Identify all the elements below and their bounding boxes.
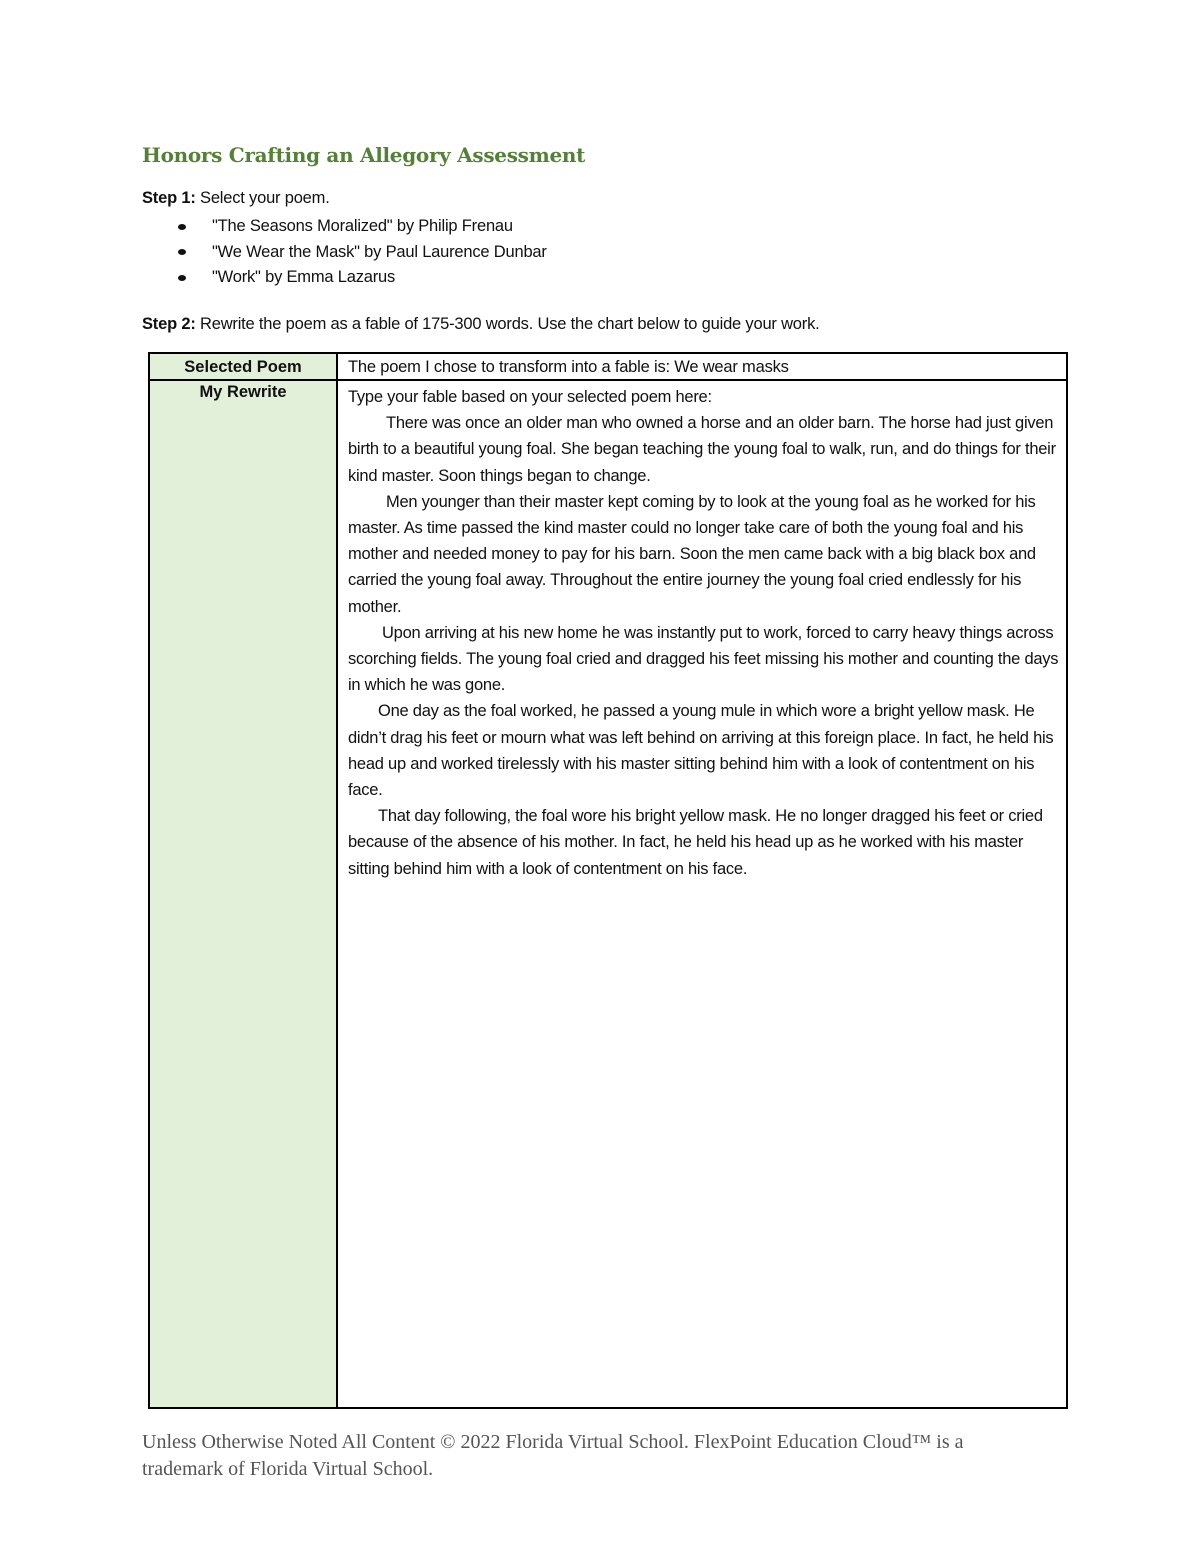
fable-paragraph-3: Upon arriving at his new home he was instantly put to work, forced to carry heavy things across scorching fields. The young foal cried and dragged his feet missing his mother and counting the days in which he was gone.: [348, 623, 1059, 695]
step-1-instruction: [142, 189, 330, 208]
column-divider: [336, 354, 338, 1407]
bullet-icon: [178, 224, 186, 230]
page-title: Honors Crafting an Allegory Assessment: [142, 143, 586, 167]
step-2-label: Step 2:: [142, 315, 196, 333]
poem-option-2: "We Wear the Mask" by Paul Laurence Dunbar: [212, 242, 547, 261]
fable-paragraph-4: One day as the foal worked, he passed a young mule in which wore a bright yellow mask. He didn’t drag his feet or mourn what was left behind on arriving at this foreign place. In fact, he held his head up and worked tirelessly with his master sitting behind him with a look of contentment on his face.: [348, 702, 1054, 800]
poem-options-list: [176, 214, 547, 291]
step-1-label: Step 1:: [142, 189, 196, 207]
fable-paragraph-1: There was once an older man who owned a horse and an older barn. The horse had just given birth to a beautiful young foal. She began teaching the young foal to walk, run, and do things for their kind master. Soon things began to change.: [348, 414, 1056, 485]
poem-option-3: "Work" by Emma Lazarus: [212, 268, 396, 286]
step-2-text: Rewrite the poem as a fable of 175-300 words. Use the chart below to guide your work.: [195, 315, 820, 333]
rewrite-text-area[interactable]: [348, 384, 1060, 882]
fable-paragraph-2: Men younger than their master kept coming by to look at the young foal as he worked for his master. As time passed the kind master could no longer take care of both the young foal and his mother and needed money to pay for his barn. Soon the men came back with a big black box and carried the young foal away. Throughout the entire journey the young foal cried endlessly for his mother.: [348, 492, 1036, 616]
bullet-icon: [178, 249, 186, 255]
fable-chart-table: [148, 352, 1068, 1409]
list-item: [176, 265, 547, 291]
selected-poem-label: Selected Poem: [150, 354, 336, 381]
poem-option-1: "The Seasons Moralized" by Philip Frenau: [212, 217, 513, 235]
bullet-icon: [178, 275, 186, 281]
rewrite-prompt: Type your fable based on your selected poem here:: [348, 388, 712, 406]
my-rewrite-label: My Rewrite: [150, 381, 336, 1407]
fable-paragraph-5: That day following, the foal wore his bright yellow mask. He no longer dragged his feet or cried because of the absence of his mother. In fact, he held his head up as he worked with his master sitting behind him with a look of contentment on his face.: [348, 807, 1043, 878]
step-1-text: Select your poem.: [195, 189, 330, 207]
list-item: [176, 240, 547, 266]
selected-poem-value[interactable]: The poem I chose to transform into a fable is: We wear masks: [348, 358, 789, 376]
copyright-footer: Unless Otherwise Noted All Content © 2022 Florida Virtual School. FlexPoint Education Cloud™ is a trademark of Florida Virtual School.: [142, 1431, 964, 1480]
step-2-instruction: [142, 315, 820, 334]
list-item: [176, 214, 547, 240]
